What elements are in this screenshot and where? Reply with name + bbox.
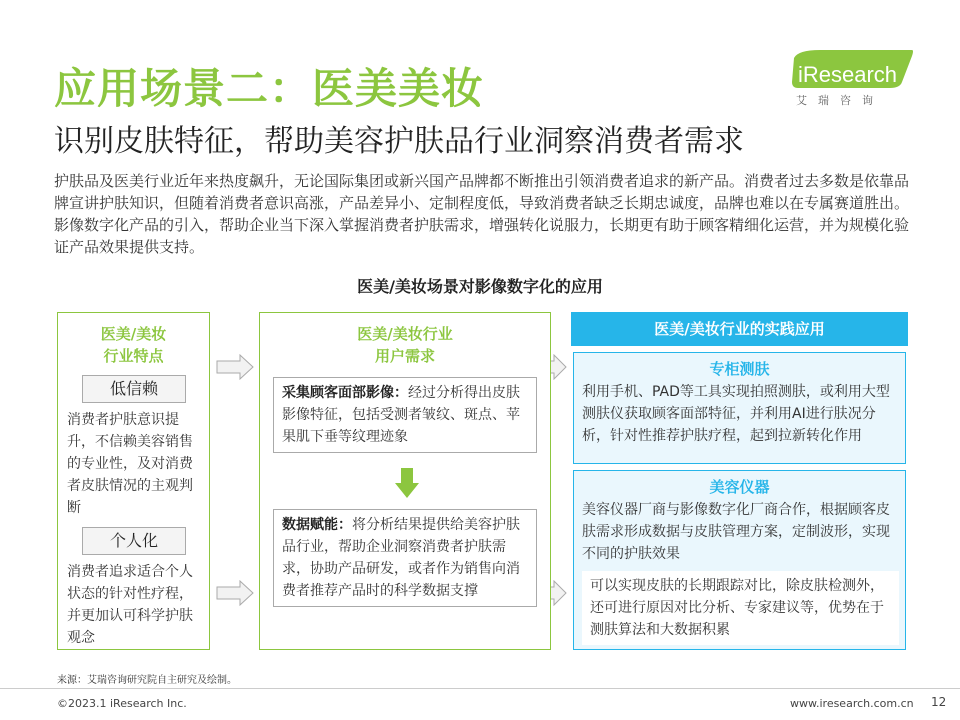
industry-features-heading-line1: 医美/美妆 <box>100 325 167 343</box>
practice-applications-heading: 医美/美妆行业的实践应用 <box>571 312 908 346</box>
beauty-device-panel <box>573 470 906 650</box>
industry-features-column <box>57 312 210 650</box>
data-empowerment-box <box>273 509 537 607</box>
low-trust-tag: 低信赖 <box>82 375 186 403</box>
logo-name: iResearch <box>798 62 898 87</box>
source-note: 来源：艾瑞咨询研究院自主研究及绘制。 <box>57 675 237 686</box>
user-needs-heading-line2: 用户需求 <box>374 347 435 365</box>
website-url: www.iresearch.com.cn <box>790 697 914 710</box>
industry-features-heading-line2: 行业特点 <box>103 347 164 365</box>
diagram-title: 医美/美妆场景对影像数字化的应用 <box>357 277 603 296</box>
data-empowerment-text: 将分析结果提供给美容护肤品行业，帮助企业洞察消费者护肤需求，协助产品研发，或者作为销售向消费者推荐产品时的科学数据支撑 <box>282 517 520 599</box>
industry-features-heading <box>58 323 209 367</box>
counter-skin-test-text: 利用手机、PAD等工具实现拍照测肤，或利用大型测肤仪获取顾客面部特征，并利用AI进行肤况分析，针对性推荐护肤疗程，起到拉新转化作用 <box>582 384 890 444</box>
down-arrow-icon <box>394 467 420 499</box>
footer-divider <box>0 688 960 689</box>
face-image-capture-text: 经过分析得出皮肤影像特征，包括受测者皱纹、斑点、苹果肌下垂等纹理迹象 <box>282 385 520 445</box>
beauty-device-text: 美容仪器厂商与影像数字化厂商合作，根据顾客皮肤需求形成数据与皮肤管理方案，定制波形，实现不同的护肤效果 <box>582 502 890 562</box>
face-image-capture-label: 采集顾客面部影像： <box>282 385 408 401</box>
user-needs-column <box>259 312 551 650</box>
logo-subtitle: 艾瑞咨询 <box>796 94 884 107</box>
counter-skin-test-title: 专柜测肤 <box>709 360 770 378</box>
page-title: 应用场景二：医美美妆 <box>54 64 485 113</box>
intro-paragraph: 护肤品及医美行业近年来热度飙升，无论国际集团或新兴国产品牌都不断推出引领消费者追求的新产品。消费者过去多数是依靠品牌宣讲护肤知识，但随着消费者意识高涨，产品差异小、定制程度低，导致消费者缺乏长期忠诚度，品牌也难以在专属赛道胜出。影像数字化产品的引入，帮助企业当下深入掌握消费者护肤需求，增强转化说服力，长期更有助于顾客精细化运营，并为规模化验证产品效果提供支持。 <box>54 172 910 256</box>
user-needs-heading-line1: 医美/美妆行业 <box>357 325 453 343</box>
practice-applications-column <box>571 312 908 650</box>
data-empowerment-label: 数据赋能： <box>282 517 352 533</box>
right-arrow-icon <box>216 580 254 606</box>
page-number: 12 <box>931 695 947 709</box>
face-image-capture-box <box>273 377 537 453</box>
personalization-tag: 个人化 <box>82 527 186 555</box>
user-needs-heading <box>260 323 550 367</box>
iresearch-logo <box>790 48 920 108</box>
personalization-description: 消费者追求适合个人状态的针对性疗程，并更加认可科学护肤观念 <box>67 564 193 646</box>
page-subtitle: 识别皮肤特征，帮助美容护肤品行业洞察消费者需求 <box>54 124 744 159</box>
beauty-device-title: 美容仪器 <box>709 478 770 496</box>
right-arrow-icon <box>216 354 254 380</box>
counter-skin-test-panel <box>573 352 906 464</box>
beauty-device-advantage-box: 可以实现皮肤的长期跟踪对比，除皮肤检测外，还可进行原因对比分析、专家建议等，优势在于测肤算法和大数据积累 <box>582 571 899 645</box>
copyright: ©2023.1 iResearch Inc. <box>57 697 187 710</box>
low-trust-description: 消费者护肤意识提升，不信赖美容销售的专业性，及对消费者皮肤情况的主观判断 <box>67 412 193 516</box>
